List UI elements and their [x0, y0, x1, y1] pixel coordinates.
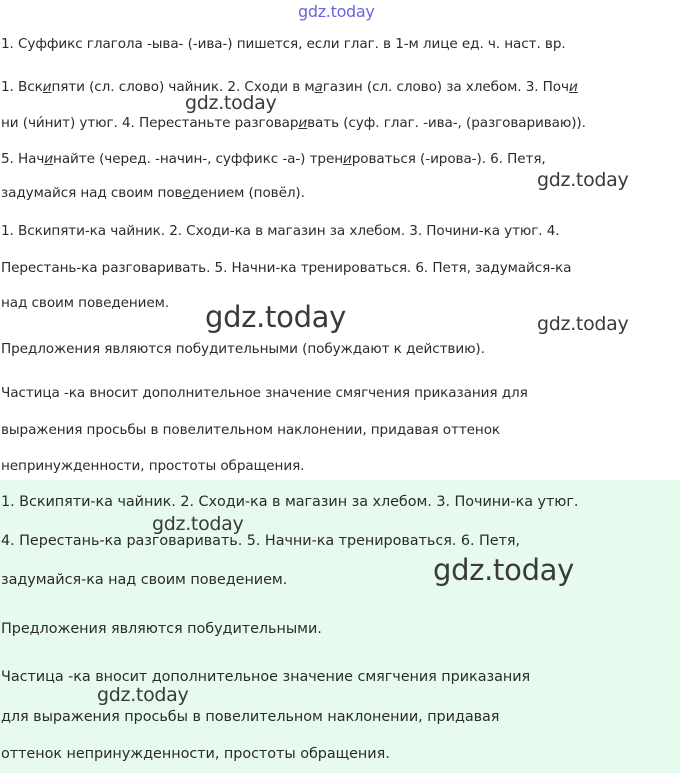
text-fragment: найте (черед. -начин-, суффикс -а-) трен: [53, 151, 344, 167]
answer2-line-5: Частица -ка вносит дополнительное значение смягчения приказания: [1, 669, 531, 685]
site-watermark: gdz.today: [185, 92, 277, 114]
answer1-line-4: Предложения являются побудительными (побуждают к действию).: [1, 341, 485, 357]
answer1-line-5: Частица -ка вносит дополнительное значение смягчения приказания для: [1, 385, 528, 401]
answer2-line-3: задумайся-ка над своим поведением.: [1, 572, 288, 588]
text-fragment: роваться (-ирова-). 6. Петя,: [351, 151, 546, 167]
site-watermark: gdz.today: [97, 684, 189, 706]
site-watermark: gdz.today: [205, 300, 347, 334]
answer2-line-2: 4. Перестань-ка разговаривать. 5. Начни-ка тренироваться. 6. Петя,: [1, 533, 521, 549]
marked-letter: а: [314, 79, 323, 95]
analysis-line-4: [1, 184, 305, 202]
analysis-line-1: [1, 78, 578, 96]
answer2-line-7: оттенок непринужденности, простоты обращения.: [1, 746, 390, 762]
answer2-line-1: 1. Вскипяти-ка чайник. 2. Сходи-ка в магазин за хлебом. 3. Почини-ка утюг.: [1, 494, 579, 510]
text-fragment: газин (сл. слово) за хлебом. 3. Поч: [322, 79, 569, 95]
site-watermark: gdz.today: [537, 169, 629, 191]
answer1-line-7: непринужденности, простоты обращения.: [1, 458, 305, 474]
answer1-line-2: Перестань-ка разговаривать. 5. Начни-ка тренироваться. 6. Петя, задумайся-ка: [1, 260, 572, 276]
analysis-line-2: [1, 114, 586, 132]
answer1-line-1: 1. Вскипяти-ка чайник. 2. Сходи-ка в магазин за хлебом. 3. Почини-ка утюг. 4.: [1, 223, 560, 239]
rule-text: 1. Суффикс глагола -ыва- (-ива-) пишется, если глаг. в 1-м лице ед. ч. наст. вр.: [1, 36, 566, 52]
marked-letter: и: [343, 151, 352, 167]
analysis-line-3: [1, 150, 546, 168]
site-watermark-top: gdz.today: [298, 2, 375, 21]
site-watermark: gdz.today: [433, 553, 575, 587]
text-fragment: пяти (сл. слово) чайник. 2. Сходи в м: [51, 79, 315, 95]
site-watermark: gdz.today: [537, 313, 629, 335]
answer1-line-6: выражения просьбы в повелительном наклонении, придавая оттенок: [1, 422, 501, 438]
marked-letter: и: [568, 79, 578, 95]
text-fragment: 1. Вск: [1, 79, 43, 95]
answer2-line-4: Предложения являются побудительными.: [1, 621, 322, 637]
text-fragment: задумайся над своим пов: [1, 185, 183, 201]
marked-letter: е: [182, 185, 191, 201]
site-watermark: gdz.today: [152, 513, 244, 535]
marked-letter: и: [298, 115, 308, 131]
answer1-line-3: над своим поведением.: [1, 295, 170, 311]
text-fragment: ни (чи́нит) утюг. 4. Перестаньте разговар: [1, 115, 299, 131]
text-fragment: вать (суф. глаг. -ива-, (разговариваю)).: [307, 115, 586, 131]
text-fragment: дением (повёл).: [190, 185, 305, 201]
marked-letter: и: [42, 79, 52, 95]
answer2-line-6: для выражения просьбы в повелительном наклонении, придавая: [1, 709, 500, 725]
text-fragment: 5. Нач: [1, 151, 45, 167]
marked-letter: и: [44, 151, 54, 167]
